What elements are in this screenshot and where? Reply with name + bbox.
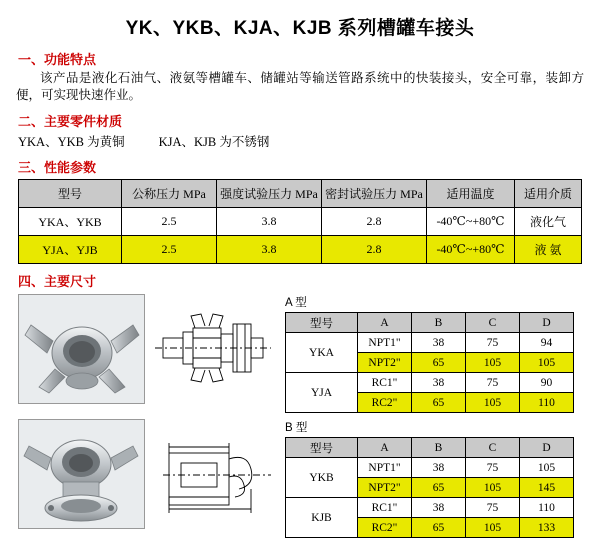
cell-medium: 液 氨: [515, 236, 582, 264]
table-row: [19, 236, 582, 264]
cell-nominal-pressure: 2.5: [122, 208, 217, 236]
table-row: [286, 373, 574, 393]
cell-d: 90: [520, 373, 574, 393]
cell-b: 38: [412, 458, 466, 478]
cell-nominal-pressure: 2.5: [122, 236, 217, 264]
table-row: [19, 208, 582, 236]
col-header-b: B: [412, 438, 466, 458]
page-title: YK、YKB、KJA、KJB 系列槽罐车接头: [125, 18, 475, 39]
section-heading-dimensions: 四、主要尺寸: [18, 274, 97, 289]
cell-d: 145: [520, 478, 574, 498]
table-row: [286, 498, 574, 518]
cell-strength-test-pressure: 3.8: [217, 208, 322, 236]
dimension-table-a: [285, 312, 574, 413]
col-header-seal-test-pressure: 密封试验压力 MPa: [322, 180, 427, 208]
cell-c: 75: [466, 498, 520, 518]
cell-b: 38: [412, 498, 466, 518]
cell-d: 105: [520, 353, 574, 373]
cell-a: RC1": [358, 373, 412, 393]
col-header-c: C: [466, 313, 520, 333]
cell-a: NPT1": [358, 333, 412, 353]
col-header-c: C: [466, 438, 520, 458]
cell-a: NPT1": [358, 458, 412, 478]
cell-c: 105: [466, 478, 520, 498]
material-left: YKA、YKB 为黄铜: [18, 135, 125, 149]
col-header-model: 型号: [19, 180, 122, 208]
cell-a: RC1": [358, 498, 412, 518]
coupling-drawing-a: [149, 294, 277, 402]
cell-b: 38: [412, 333, 466, 353]
cell-d: 110: [520, 498, 574, 518]
dimension-label-a: A 型: [285, 297, 307, 309]
figure-row-b: [18, 419, 600, 538]
cell-c: 105: [466, 518, 520, 538]
col-header-nominal-pressure: 公称压力 MPa: [122, 180, 217, 208]
col-header-temperature: 适用温度: [427, 180, 515, 208]
dimension-table-b: [285, 437, 574, 538]
table-header-row: [286, 313, 574, 333]
cell-b: 65: [412, 353, 466, 373]
col-header-model: 型号: [286, 313, 358, 333]
col-header-strength-test-pressure: 强度试验压力 MPa: [217, 180, 322, 208]
cell-d: 94: [520, 333, 574, 353]
performance-table: [18, 179, 582, 264]
cell-a: NPT2": [358, 478, 412, 498]
col-header-a: A: [358, 313, 412, 333]
table-row: [286, 458, 574, 478]
cell-a: NPT2": [358, 353, 412, 373]
cell-a: RC2": [358, 393, 412, 413]
cell-model: YKA: [286, 333, 358, 373]
material-line: [18, 132, 600, 150]
section-heading-features: 一、功能特点: [18, 52, 97, 67]
cell-d: 110: [520, 393, 574, 413]
cell-b: 65: [412, 393, 466, 413]
coupling-photo-a: [18, 294, 145, 404]
cell-c: 75: [466, 373, 520, 393]
cell-temperature: -40℃~+80℃: [427, 208, 515, 236]
cell-c: 75: [466, 458, 520, 478]
features-text: 该产品是液化石油气、液氨等槽罐车、储罐站等输送管路系统中的快装接头，安全可靠，装卸方便，可实现快速作业。: [16, 71, 584, 102]
cell-temperature: -40℃~+80℃: [427, 236, 515, 264]
dimension-label-b: B 型: [285, 422, 308, 434]
cell-model: YJA、YJB: [19, 236, 122, 264]
cell-c: 105: [466, 393, 520, 413]
cell-seal-test-pressure: 2.8: [322, 236, 427, 264]
coupling-drawing-b: [149, 419, 277, 527]
col-header-b: B: [412, 313, 466, 333]
section-heading-material: 二、主要零件材质: [18, 114, 123, 129]
cell-d: 105: [520, 458, 574, 478]
cell-b: 65: [412, 518, 466, 538]
col-header-medium: 适用介质: [515, 180, 582, 208]
section-heading-performance: 三、性能参数: [18, 160, 97, 175]
col-header-d: D: [520, 313, 574, 333]
cell-c: 105: [466, 353, 520, 373]
table-row: [286, 333, 574, 353]
cell-model: KJB: [286, 498, 358, 538]
table-header-row: [286, 438, 574, 458]
cell-medium: 液化气: [515, 208, 582, 236]
dimension-block-a: [285, 294, 574, 413]
figure-row-a: [18, 294, 600, 413]
cell-a: RC2": [358, 518, 412, 538]
table-header-row: [19, 180, 582, 208]
cell-model: YJA: [286, 373, 358, 413]
dimension-block-b: [285, 419, 574, 538]
figures-area: [0, 294, 600, 538]
cell-model: YKA、YKB: [19, 208, 122, 236]
cell-c: 75: [466, 333, 520, 353]
cell-b: 65: [412, 478, 466, 498]
cell-b: 38: [412, 373, 466, 393]
cell-model: YKB: [286, 458, 358, 498]
col-header-d: D: [520, 438, 574, 458]
cell-strength-test-pressure: 3.8: [217, 236, 322, 264]
col-header-a: A: [358, 438, 412, 458]
col-header-model: 型号: [286, 438, 358, 458]
material-right: KJA、KJB 为不锈钢: [158, 135, 270, 149]
cell-d: 133: [520, 518, 574, 538]
coupling-photo-b: [18, 419, 145, 529]
cell-seal-test-pressure: 2.8: [322, 208, 427, 236]
